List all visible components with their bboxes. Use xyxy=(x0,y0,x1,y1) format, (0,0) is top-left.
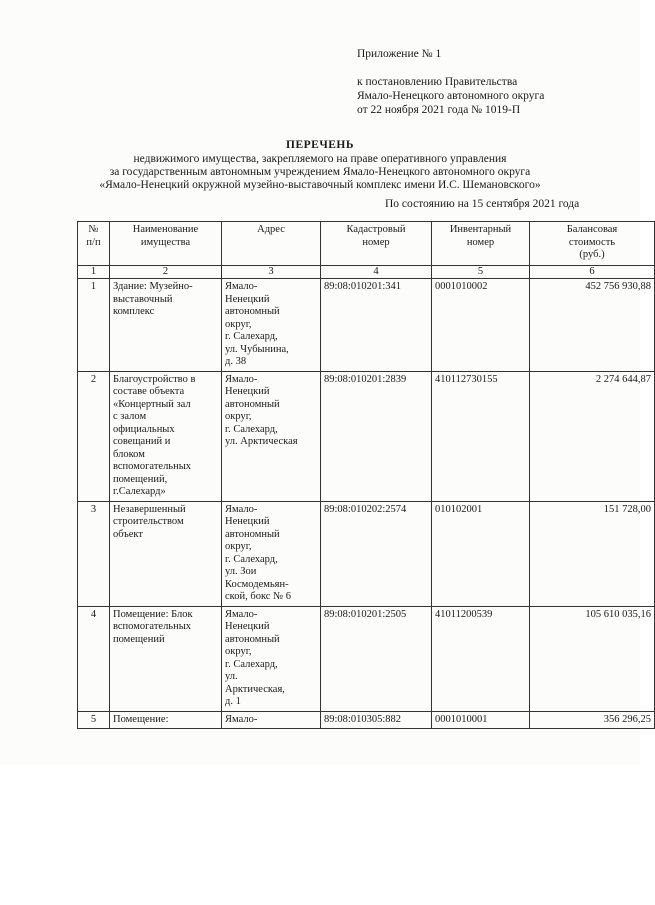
col-number: 5 xyxy=(432,266,530,279)
property-table xyxy=(77,221,655,729)
inventory-number: 0001010002 xyxy=(432,279,530,372)
document-heading: ПЕРЕЧЕНЬ xyxy=(286,139,354,151)
column-number-row xyxy=(78,266,655,279)
decree-line-2: Ямало-Ненецкого автономного округа xyxy=(357,90,545,102)
title-line-3: «Ямало-Ненецкий окружной музейно-выставочный комплекс имени И.С. Шемановского» xyxy=(99,179,541,191)
col-number: 1 xyxy=(78,266,110,279)
property-address: Ямало- Ненецкий автономный округ, г. Салехард, ул. Зои Космодемьян- ской, бокс № 6 xyxy=(222,501,321,606)
row-number: 4 xyxy=(78,606,110,711)
col-number: 4 xyxy=(321,266,432,279)
col-number: 3 xyxy=(222,266,321,279)
table-header-row xyxy=(78,222,655,266)
property-name: Помещение: xyxy=(110,711,222,729)
property-address: Ямало- Ненецкий автономный округ, г. Салехард, ул. Чубынина, д. 38 xyxy=(222,279,321,372)
cadastral-number: 89:08:010305:882 xyxy=(321,711,432,729)
property-name: Благоустройство в составе объекта «Концертный зал с залом официальных совещаний и блоком вспомогательных помещений, г.Салехард» xyxy=(110,371,222,501)
inventory-number: 010102001 xyxy=(432,501,530,606)
inventory-number: 0001010001 xyxy=(432,711,530,729)
balance-value: 105 610 035,16 xyxy=(530,606,655,711)
title-line-2: за государственным автономным учреждением Ямало-Ненецкого автономного округа xyxy=(109,166,531,178)
cadastral-number: 89:08:010201:341 xyxy=(321,279,432,372)
col-header-inventory: Инвентарный номер xyxy=(432,222,530,266)
property-name: Незавершенный строительством объект xyxy=(110,501,222,606)
col-header-number: № п/п xyxy=(78,222,110,266)
col-number: 6 xyxy=(530,266,655,279)
cadastral-number: 89:08:010201:2505 xyxy=(321,606,432,711)
row-number: 2 xyxy=(78,371,110,501)
table-row xyxy=(78,711,655,729)
inventory-number: 41011200539 xyxy=(432,606,530,711)
table-row xyxy=(78,606,655,711)
property-name: Здание: Музейно- выставочный комплекс xyxy=(110,279,222,372)
balance-value: 452 756 930,88 xyxy=(530,279,655,372)
inventory-number: 410112730155 xyxy=(432,371,530,501)
decree-line-3: от 22 ноября 2021 года № 1019-П xyxy=(357,104,521,116)
col-header-value: Балансовая стоимость (руб.) xyxy=(530,222,655,266)
balance-value: 2 274 644,87 xyxy=(530,371,655,501)
cadastral-number: 89:08:010201:2839 xyxy=(321,371,432,501)
as-of-date: По состоянию на 15 сентября 2021 года xyxy=(385,198,580,210)
table-row xyxy=(78,371,655,501)
cadastral-number: 89:08:010202:2574 xyxy=(321,501,432,606)
property-name: Помещение: Блок вспомогательных помещений xyxy=(110,606,222,711)
property-address: Ямало- Ненецкий автономный округ, г. Салехард, ул. Арктическая xyxy=(222,371,321,501)
table-row xyxy=(78,279,655,372)
row-number: 3 xyxy=(78,501,110,606)
appendix-label: Приложение № 1 xyxy=(357,48,442,60)
col-header-cadastral: Кадастровый номер xyxy=(321,222,432,266)
col-header-address: Адрес xyxy=(222,222,321,266)
property-address: Ямало- xyxy=(222,711,321,729)
title-line-1: недвижимого имущества, закрепляемого на праве оперативного управления xyxy=(133,153,507,165)
row-number: 1 xyxy=(78,279,110,372)
balance-value: 356 296,25 xyxy=(530,711,655,729)
balance-value: 151 728,00 xyxy=(530,501,655,606)
decree-line-1: к постановлению Правительства xyxy=(357,76,518,88)
table-row xyxy=(78,501,655,606)
col-header-name: Наименование имущества xyxy=(110,222,222,266)
col-number: 2 xyxy=(110,266,222,279)
blank-area xyxy=(0,765,640,905)
row-number: 5 xyxy=(78,711,110,729)
property-address: Ямало- Ненецкий автономный округ, г. Салехард, ул. Арктическая, д. 1 xyxy=(222,606,321,711)
